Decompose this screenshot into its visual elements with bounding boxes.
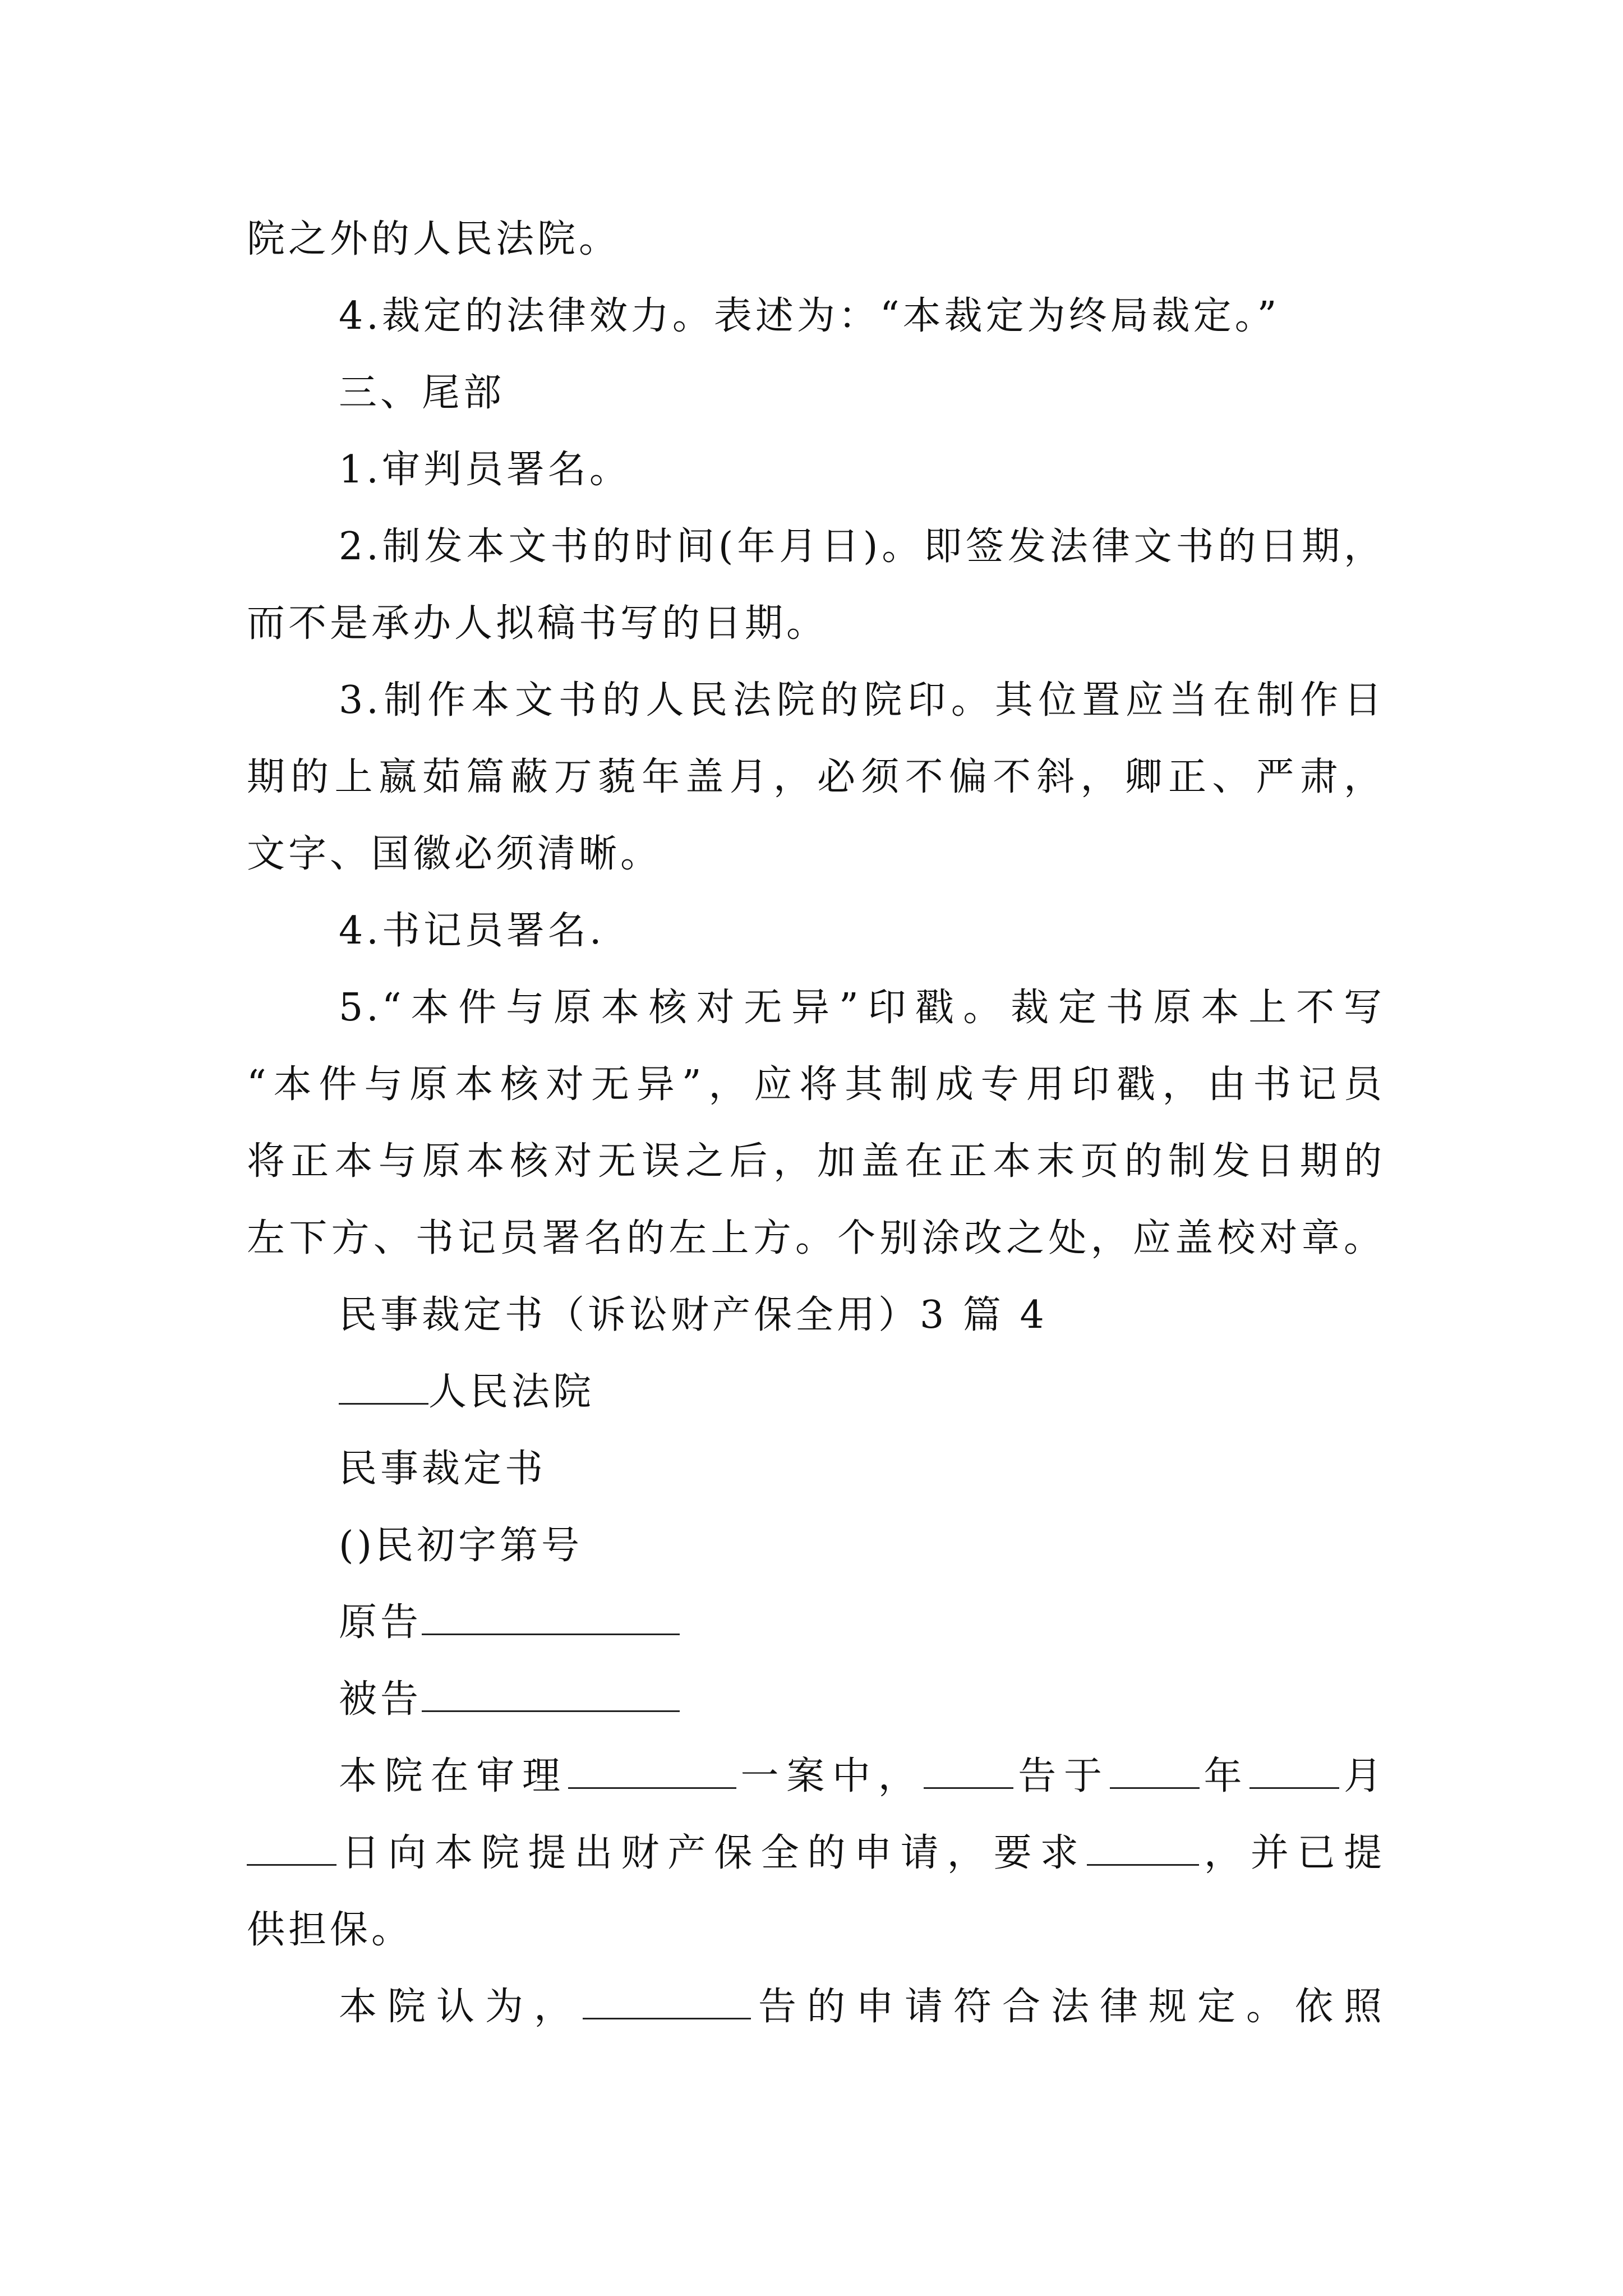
paragraph-line: 2.制发本文书的时间(年月日)。即签发法律文书的日期， [339,524,1385,569]
paragraph-line: 期的上嬴茹篇蔽万藐年盖月，必须不偏不斜，卿正、严肃， [247,755,1385,799]
text-segment: 本院在审理 [339,1754,568,1798]
text-segment: 本院认为， [339,1985,583,2029]
ruling-title: 民事裁定书 [339,1447,547,1491]
blank-underline [339,1368,428,1405]
paragraph-line: 而不是承办人拟稿书写的日期。 [247,601,828,646]
text-segment: 告于 [1013,1754,1110,1798]
document-body [247,201,1385,2045]
text-segment: 月 [1339,1754,1385,1798]
blank-underline [247,1829,336,1866]
court-name-line [247,1354,1385,1430]
blank-underline [1249,1752,1339,1789]
text-segment: 日向本院提出财产保全的申请，要求 [336,1831,1087,1875]
defendant-line [247,1661,1385,1738]
paragraph-line [247,1815,1385,1892]
court-name-label: 人民法院 [428,1370,595,1414]
blank-underline [924,1752,1013,1789]
case-number: ()民初字第号 [339,1524,583,1568]
paragraph-line: 左下方、书记员署名的左上方。个别涂改之处，应盖校对章。 [247,1216,1385,1260]
paragraph-line: 将正本与原本核对无误之后，加盖在正本末页的制发日期的 [247,1139,1385,1184]
defendant-label: 被告 [339,1677,422,1722]
paragraph-line: 3.制作本文书的人民法院的院印。其位置应当在制作日 [339,678,1385,723]
section-heading: 三、尾部 [339,371,505,415]
text-segment: 告的申请符合法律规定。依照 [751,1985,1385,2029]
paragraph-line: 5.“本件与原本核对无异”印戳。裁定书原本上不写 [339,986,1385,1030]
paragraph-line: 1.审判员署名。 [339,448,631,492]
plaintiff-line [247,1584,1385,1661]
blank-underline [422,1599,680,1635]
blank-underline [422,1676,680,1712]
paragraph-line [247,1968,1385,2045]
text-segment: 一案中， [736,1754,924,1798]
paragraph-line: 院之外的人民法院。 [247,217,621,261]
plaintiff-label: 原告 [339,1600,422,1645]
blank-underline [1110,1752,1200,1789]
paragraph-line [247,1738,1385,1815]
paragraph-line: “本件与原本核对无异”，应将其制成专用印戳，由书记员 [247,1062,1385,1107]
blank-underline [568,1752,736,1789]
text-segment: ，并已提 [1198,1831,1385,1875]
paragraph-line: 4.裁定的法律效力。表述为：“本裁定为终局裁定。” [339,294,1280,338]
document-title-line: 民事裁定书（诉讼财产保全用）3 篇 4 [339,1293,1048,1337]
blank-underline [583,1983,751,2019]
text-segment: 年 [1199,1754,1250,1798]
paragraph-line: 文字、国徽必须清晰。 [247,832,662,876]
paragraph-line: 供担保。 [247,1908,413,1952]
blank-underline [1087,1829,1199,1866]
paragraph-line: 4.书记员署名. [339,909,605,953]
